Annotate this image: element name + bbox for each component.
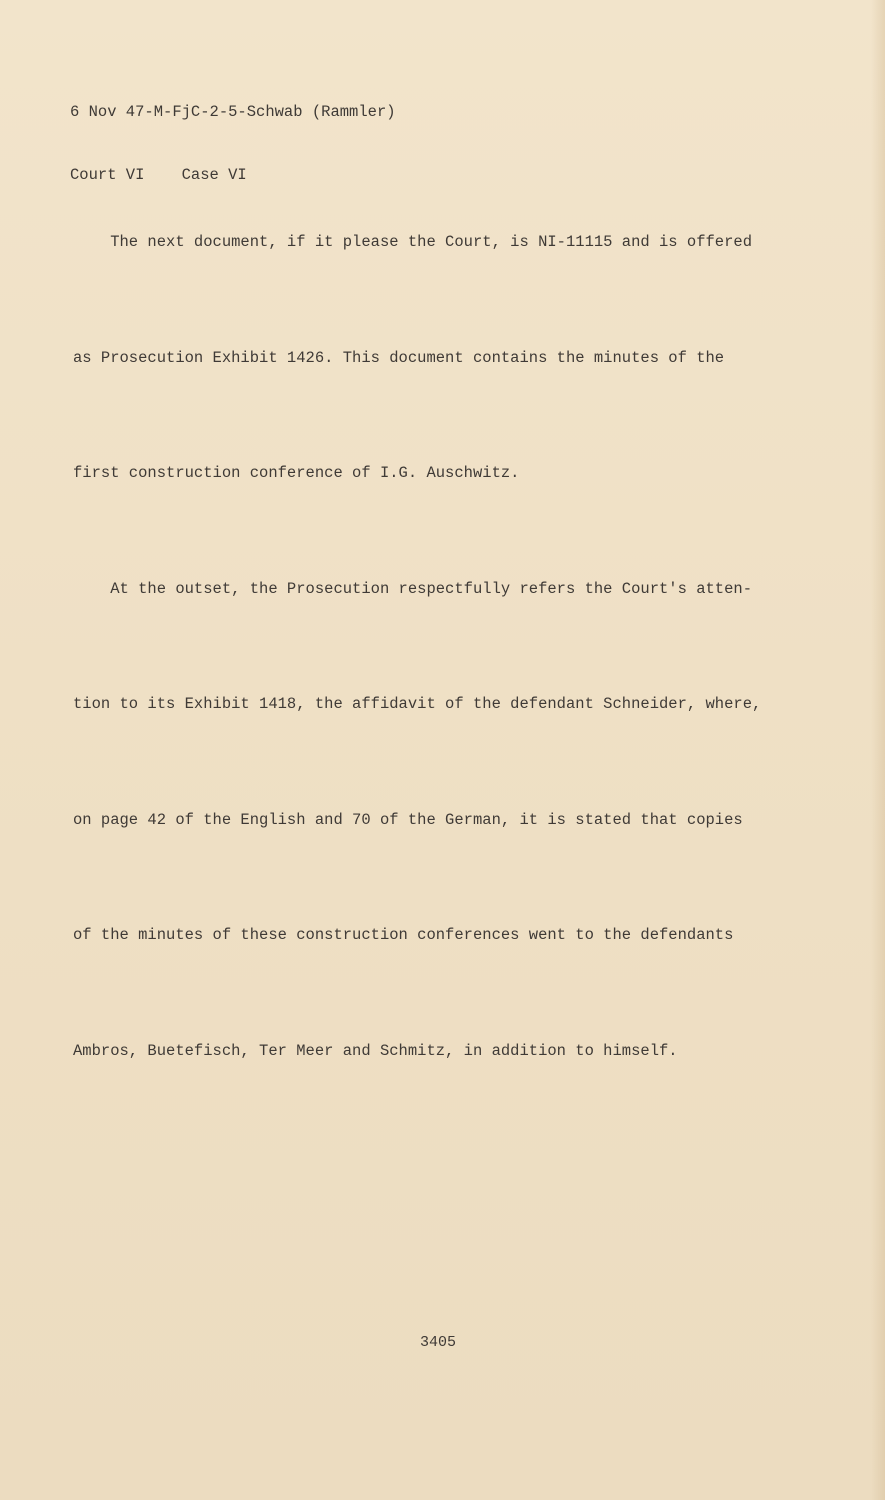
body-line: Ambros, Buetefisch, Ter Meer and Schmitz, in addition to himself. — [73, 1041, 678, 1060]
document-body — [73, 146, 793, 1147]
body-line: first construction conference of I.G. Auschwitz. — [73, 464, 520, 482]
body-line: At the outset, the Prosecution respectfully refers the Court's atten- — [73, 579, 753, 598]
body-line: of the minutes of these construction conferences went to the defendants — [73, 926, 734, 944]
body-line: The next document, if it please the Court, is NI-11115 and is offered — [73, 233, 753, 251]
body-line: tion to its Exhibit 1418, the affidavit of the defendant Schneider, where, — [73, 695, 762, 713]
page-edge-shadow — [871, 0, 885, 1500]
body-line: as Prosecution Exhibit 1426. This document contains the minutes of the — [73, 348, 725, 367]
page-number: 3405 — [420, 1334, 457, 1351]
body-line: on page 42 of the English and 70 of the German, it is stated that copies — [73, 810, 743, 829]
header-reference-line: 6 Nov 47-M-FjC-2-5-Schwab (Rammler) — [70, 103, 396, 121]
header-court-case-line: Court VI Case VI — [70, 166, 247, 184]
